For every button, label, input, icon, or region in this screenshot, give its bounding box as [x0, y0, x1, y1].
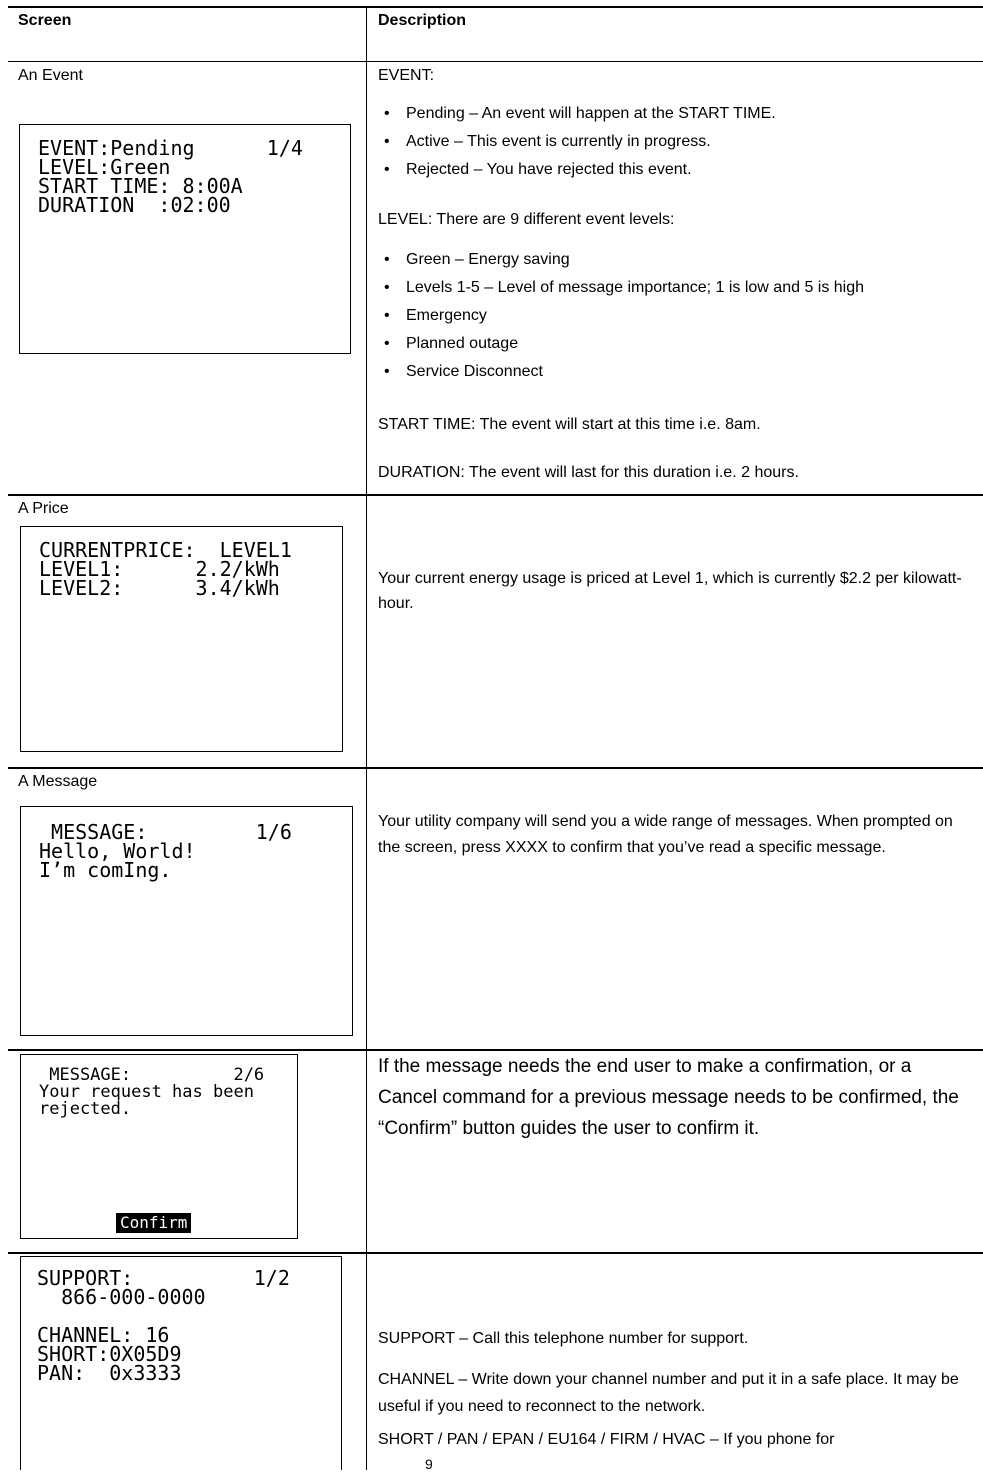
start-time-text: START TIME: The event will start at this time i.e. 8am. [378, 416, 761, 433]
list-item: • Green – Energy saving [378, 250, 864, 278]
list-item: • Rejected – You have rejected this event. [378, 160, 776, 188]
header-screen: Screen [18, 12, 72, 29]
list-item: • Service Disconnect [378, 362, 864, 390]
level-heading: LEVEL: There are 9 different event levels: [378, 211, 675, 228]
lcd-line: Your request has been [39, 1082, 254, 1102]
row-divider-1 [8, 494, 983, 496]
table-top-border [8, 6, 983, 8]
level-list [378, 250, 864, 390]
column-divider [366, 6, 367, 1470]
page-number: 9 [425, 1456, 433, 1472]
price-description: Your current energy usage is priced at Level 1, which is currently $2.2 per kilowatt-hour. [378, 570, 962, 612]
lcd-line: CURRENTPRICE: LEVEL1 [39, 538, 292, 562]
duration-text: DURATION: The event will last for this duration i.e. 2 hours. [378, 464, 799, 481]
row-divider-2 [8, 767, 983, 769]
list-item: • Active – This event is currently in progress. [378, 132, 776, 160]
event-lcd-screen [19, 124, 351, 354]
lcd-line: PAN: 0x3333 [37, 1361, 182, 1385]
list-item: • Emergency [378, 306, 864, 334]
row-label-message: A Message [18, 773, 98, 790]
message-description: Your utility company will send you a wide range of messages. When prompted on the screen, press XXXX to confirm that you’ve read a specific message. [378, 813, 953, 856]
lcd-line: CHANNEL: 16 [37, 1323, 170, 1347]
lcd-line: rejected. [39, 1099, 132, 1119]
confirm-lcd-screen [20, 1054, 298, 1239]
support-lcd-screen [20, 1256, 342, 1470]
list-item: • Pending – An event will happen at the START TIME. [378, 104, 776, 132]
lcd-line: DURATION :02:00 [38, 193, 231, 217]
confirm-button[interactable]: Confirm [116, 1213, 191, 1233]
lcd-line: I’m comIng. [39, 858, 172, 882]
row-divider-4 [8, 1252, 983, 1254]
price-lcd-screen [20, 526, 343, 752]
lcd-line: SUPPORT: 1/2 [37, 1266, 290, 1290]
message-lcd-screen [20, 806, 353, 1036]
lcd-line: SHORT:0X05D9 [37, 1342, 182, 1366]
lcd-line: LEVEL2: 3.4/kWh [39, 576, 280, 600]
row-label-event: An Event [18, 67, 83, 84]
event-heading: EVENT: [378, 67, 435, 84]
header-description: Description [378, 12, 467, 29]
lcd-line: MESSAGE: 2/6 [39, 1065, 265, 1085]
event-status-list [378, 104, 776, 188]
header-divider [8, 61, 983, 62]
support-text: SUPPORT – Call this telephone number for support. [378, 1330, 749, 1347]
lcd-line: 866-000-0000 [37, 1285, 206, 1309]
channel-text: CHANNEL – Write down your channel number and put it in a safe place. It may be useful if you need to reconnect to the network. [378, 1371, 959, 1415]
list-item: • Levels 1-5 – Level of message importance; 1 is low and 5 is high [378, 278, 864, 306]
list-item: • Planned outage [378, 334, 864, 362]
lcd-line: MESSAGE: 1/6 [39, 820, 292, 844]
short-text: SHORT / PAN / EPAN / EU164 / FIRM / HVAC – If you phone for [378, 1431, 835, 1448]
lcd-line: Hello, World! [39, 839, 196, 863]
lcd-line: EVENT:Pending 1/4 [38, 136, 303, 160]
confirm-description: If the message needs the end user to make a confirmation, or a Cancel command for a previous message needs to be confirmed, the “Confirm” button guides the user to confirm it. [378, 1056, 959, 1139]
lcd-line: START TIME: 8:00A [38, 174, 243, 198]
lcd-line: LEVEL1: 2.2/kWh [39, 557, 280, 581]
lcd-line: LEVEL:Green [38, 155, 171, 179]
row-label-price: A Price [18, 500, 69, 517]
